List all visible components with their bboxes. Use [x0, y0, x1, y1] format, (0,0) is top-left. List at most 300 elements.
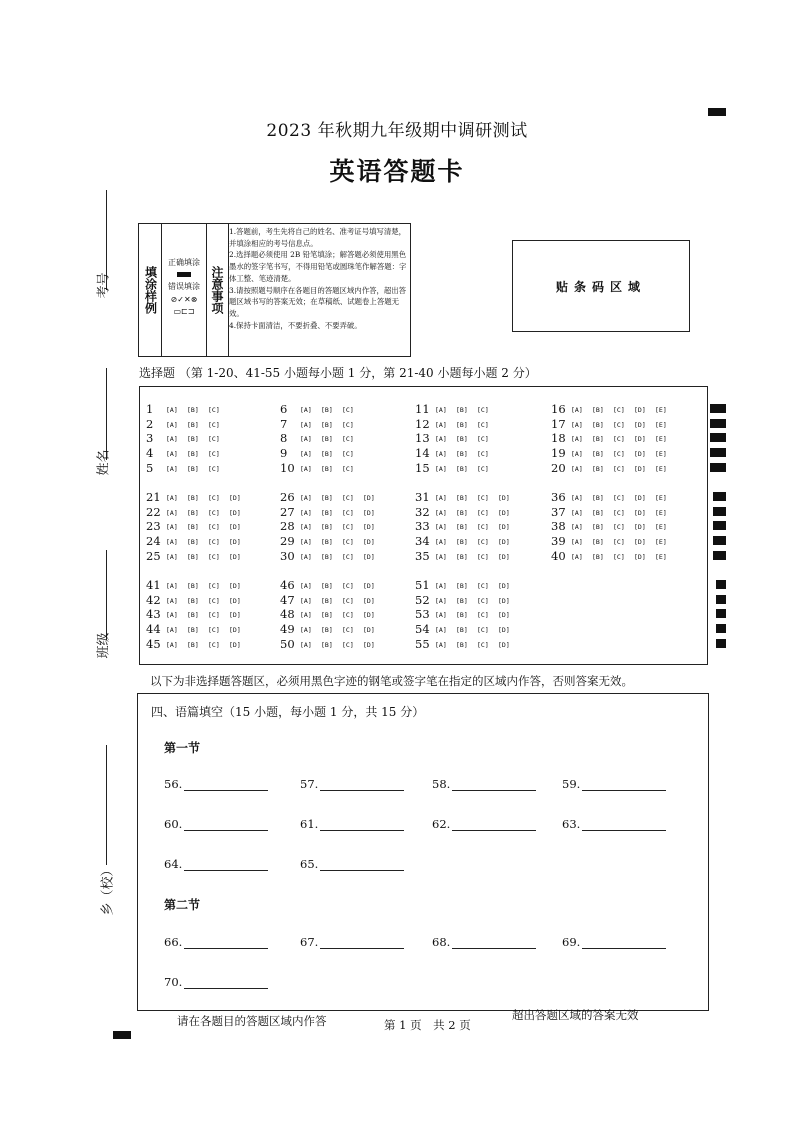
- answer-bubble[interactable]: [C]: [342, 523, 354, 532]
- answer-bubble[interactable]: [C]: [613, 406, 625, 414]
- answer-bubble[interactable]: [A]: [571, 538, 583, 547]
- answer-bubble[interactable]: [B]: [456, 406, 468, 414]
- answer-bubble[interactable]: [B]: [187, 464, 199, 473]
- answer-bubble[interactable]: [A]: [435, 464, 447, 473]
- mcq-question: [280, 505, 384, 519]
- answer-bubble[interactable]: [D]: [634, 420, 646, 429]
- answer-bubble[interactable]: [C]: [342, 611, 354, 620]
- answer-bubble[interactable]: [C]: [342, 450, 354, 459]
- answer-bubble[interactable]: [A]: [300, 582, 312, 590]
- answer-bubble[interactable]: [C]: [342, 582, 354, 590]
- answer-bubble[interactable]: [D]: [229, 494, 241, 502]
- answer-bubble[interactable]: [D]: [229, 582, 241, 590]
- answer-bubble[interactable]: [C]: [208, 523, 220, 532]
- answer-bubble[interactable]: [C]: [477, 538, 489, 547]
- answer-bubble[interactable]: [B]: [456, 494, 468, 502]
- answer-bubble[interactable]: [C]: [342, 406, 354, 414]
- answer-bubble[interactable]: [C]: [477, 596, 489, 605]
- answer-bubble[interactable]: [D]: [634, 450, 646, 459]
- answer-bubble[interactable]: [A]: [571, 464, 583, 473]
- answer-bubble[interactable]: [D]: [363, 611, 375, 620]
- answer-bubble[interactable]: [D]: [229, 611, 241, 620]
- answer-bubble[interactable]: [B]: [321, 494, 333, 502]
- blank-number: 60.: [164, 817, 183, 831]
- answer-bubble[interactable]: [B]: [321, 582, 333, 590]
- mcq-question: [146, 607, 250, 621]
- answer-blank: [164, 935, 268, 949]
- question-number: 31: [415, 490, 430, 504]
- answer-line[interactable]: [184, 818, 268, 831]
- answer-bubble[interactable]: [D]: [634, 494, 646, 502]
- answer-bubble[interactable]: [E]: [655, 508, 667, 517]
- answer-bubble[interactable]: [B]: [187, 626, 199, 635]
- answer-bubble[interactable]: [D]: [229, 640, 241, 649]
- answer-bubble[interactable]: [B]: [321, 538, 333, 547]
- answer-bubble[interactable]: [C]: [208, 611, 220, 620]
- fill-section-title: 四、语篇填空（15 小题，每小题 1 分，共 15 分）: [151, 705, 425, 719]
- answer-bubble[interactable]: [A]: [166, 435, 178, 444]
- answer-bubble[interactable]: [A]: [166, 552, 178, 561]
- answer-bubble[interactable]: [A]: [571, 552, 583, 561]
- answer-bubble[interactable]: [B]: [592, 406, 604, 414]
- answer-bubble[interactable]: [B]: [456, 508, 468, 517]
- answer-bubble[interactable]: [A]: [300, 435, 312, 444]
- answer-bubble[interactable]: [B]: [321, 596, 333, 605]
- answer-bubble[interactable]: [D]: [498, 611, 510, 620]
- answer-bubble[interactable]: [B]: [321, 523, 333, 532]
- answer-bubble[interactable]: [D]: [229, 508, 241, 517]
- answer-bubble[interactable]: [A]: [300, 406, 312, 414]
- mcq-question: [280, 490, 384, 504]
- answer-bubble[interactable]: [B]: [321, 552, 333, 561]
- answer-bubble[interactable]: [C]: [208, 552, 220, 561]
- answer-bubble[interactable]: [A]: [435, 523, 447, 532]
- answer-blank: [164, 857, 268, 871]
- answer-bubble[interactable]: [B]: [187, 508, 199, 517]
- answer-bubble[interactable]: [E]: [655, 552, 667, 561]
- answer-bubble[interactable]: [A]: [300, 611, 312, 620]
- question-number: 29: [280, 534, 295, 549]
- answer-bubble[interactable]: [C]: [477, 523, 489, 532]
- answer-bubble[interactable]: [A]: [166, 596, 178, 605]
- answer-bubble[interactable]: [A]: [300, 538, 312, 547]
- answer-bubble[interactable]: [E]: [655, 435, 667, 444]
- mcq-question: [415, 534, 519, 548]
- question-number: 52: [415, 592, 430, 607]
- answer-line[interactable]: [452, 818, 536, 831]
- answer-bubble[interactable]: [C]: [342, 626, 354, 635]
- answer-bubble[interactable]: [A]: [166, 626, 178, 635]
- answer-bubble[interactable]: [A]: [166, 523, 178, 532]
- answer-bubble[interactable]: [B]: [456, 464, 468, 473]
- mcq-question: [146, 534, 250, 548]
- answer-bubble[interactable]: [A]: [435, 494, 447, 502]
- answer-bubble[interactable]: [B]: [187, 611, 199, 620]
- answer-bubble[interactable]: [D]: [229, 523, 241, 532]
- question-number: 20: [551, 460, 566, 475]
- question-number: 18: [551, 431, 566, 446]
- answer-bubble[interactable]: [A]: [300, 508, 312, 517]
- answer-bubble[interactable]: [E]: [655, 450, 667, 459]
- answer-bubble[interactable]: [C]: [613, 420, 625, 429]
- answer-bubble[interactable]: [A]: [300, 626, 312, 635]
- answer-bubble[interactable]: [D]: [229, 538, 241, 547]
- answer-bubble[interactable]: [A]: [435, 596, 447, 605]
- question-number: 3: [146, 431, 154, 446]
- answer-bubble[interactable]: [A]: [300, 494, 312, 502]
- answer-bubble[interactable]: [C]: [342, 420, 354, 429]
- mcq-question: [146, 593, 250, 607]
- answer-bubble[interactable]: [D]: [363, 508, 375, 517]
- question-number: 27: [280, 504, 295, 519]
- answer-bubble[interactable]: [C]: [208, 508, 220, 517]
- timing-mark: [710, 463, 726, 472]
- answer-bubble[interactable]: [B]: [187, 523, 199, 532]
- question-number: 53: [415, 607, 430, 622]
- answer-bubble[interactable]: [C]: [208, 596, 220, 605]
- answer-bubble[interactable]: [D]: [363, 596, 375, 605]
- mcq-question: [415, 505, 519, 519]
- answer-bubble[interactable]: [C]: [613, 494, 625, 502]
- answer-bubble[interactable]: [A]: [571, 420, 583, 429]
- answer-bubble[interactable]: [B]: [321, 450, 333, 459]
- timing-mark: [713, 521, 726, 530]
- question-number: 23: [146, 519, 161, 534]
- answer-bubble[interactable]: [A]: [435, 626, 447, 635]
- answer-bubble[interactable]: [A]: [571, 406, 583, 414]
- answer-bubble[interactable]: [A]: [166, 508, 178, 517]
- answer-bubble[interactable]: [E]: [655, 538, 667, 547]
- answer-bubble[interactable]: [B]: [456, 626, 468, 635]
- answer-bubble[interactable]: [D]: [363, 494, 375, 502]
- mcq-question: [415, 490, 519, 504]
- answer-bubble[interactable]: [B]: [456, 552, 468, 561]
- answer-bubble[interactable]: [B]: [187, 494, 199, 502]
- answer-bubble[interactable]: [B]: [456, 523, 468, 532]
- answer-bubble[interactable]: [C]: [208, 494, 220, 502]
- answer-bubble[interactable]: [B]: [592, 450, 604, 459]
- answer-line[interactable]: [184, 778, 268, 791]
- notice-box: [138, 223, 411, 357]
- answer-bubble[interactable]: [B]: [456, 435, 468, 444]
- answer-line[interactable]: [320, 818, 404, 831]
- answer-bubble[interactable]: [B]: [456, 640, 468, 649]
- answer-bubble[interactable]: [A]: [166, 406, 178, 414]
- answer-bubble[interactable]: [D]: [498, 494, 510, 502]
- answer-sheet-title: 英语答题卡: [329, 157, 465, 186]
- answer-bubble[interactable]: [C]: [342, 596, 354, 605]
- answer-bubble[interactable]: [D]: [634, 435, 646, 444]
- question-number: 50: [280, 636, 295, 651]
- answer-bubble[interactable]: [B]: [187, 420, 199, 429]
- answer-line[interactable]: [582, 778, 666, 791]
- mcq-question: [280, 622, 384, 636]
- answer-line[interactable]: [582, 936, 666, 949]
- answer-bubble[interactable]: [B]: [592, 464, 604, 473]
- question-number: 45: [146, 636, 161, 651]
- answer-bubble[interactable]: [D]: [363, 523, 375, 532]
- answer-bubble[interactable]: [A]: [435, 420, 447, 429]
- answer-bubble[interactable]: [B]: [592, 538, 604, 547]
- answer-bubble[interactable]: [B]: [592, 523, 604, 532]
- answer-line[interactable]: [184, 976, 268, 989]
- question-number: 33: [415, 519, 430, 534]
- blank-number: 70.: [164, 975, 183, 989]
- answer-bubble[interactable]: [C]: [208, 406, 220, 414]
- answer-bubble[interactable]: [C]: [613, 538, 625, 547]
- answer-bubble[interactable]: [B]: [321, 435, 333, 444]
- mcq-question: [280, 446, 363, 460]
- answer-bubble[interactable]: [C]: [208, 626, 220, 635]
- answer-bubble[interactable]: [C]: [477, 626, 489, 635]
- answer-bubble[interactable]: [D]: [498, 640, 510, 649]
- answer-line[interactable]: [184, 858, 268, 871]
- answer-bubble[interactable]: [C]: [477, 552, 489, 561]
- answer-bubble[interactable]: [B]: [321, 406, 333, 414]
- answer-bubble[interactable]: [C]: [342, 538, 354, 547]
- answer-bubble[interactable]: [C]: [613, 508, 625, 517]
- answer-bubble[interactable]: [A]: [435, 406, 447, 414]
- question-number: 34: [415, 534, 430, 549]
- answer-bubble[interactable]: [C]: [477, 435, 489, 444]
- answer-bubble[interactable]: [C]: [477, 420, 489, 429]
- answer-bubble[interactable]: [B]: [187, 552, 199, 561]
- answer-bubble[interactable]: [A]: [571, 435, 583, 444]
- answer-bubble[interactable]: [E]: [655, 494, 667, 502]
- mcq-question: [551, 402, 676, 416]
- answer-bubble[interactable]: [D]: [363, 538, 375, 547]
- answer-bubble[interactable]: [D]: [498, 582, 510, 590]
- answer-bubble[interactable]: [A]: [435, 508, 447, 517]
- answer-bubble[interactable]: [C]: [342, 508, 354, 517]
- answer-bubble[interactable]: [A]: [166, 611, 178, 620]
- answer-bubble[interactable]: [A]: [571, 450, 583, 459]
- answer-bubble[interactable]: [E]: [655, 420, 667, 429]
- answer-bubble[interactable]: [D]: [229, 626, 241, 635]
- answer-bubble[interactable]: [E]: [655, 406, 667, 414]
- answer-bubble[interactable]: [B]: [187, 582, 199, 590]
- answer-bubble[interactable]: [C]: [477, 640, 489, 649]
- answer-bubble[interactable]: [E]: [655, 523, 667, 532]
- answer-bubble[interactable]: [A]: [300, 523, 312, 532]
- answer-bubble[interactable]: [D]: [363, 640, 375, 649]
- answer-bubble[interactable]: [A]: [166, 450, 178, 459]
- answer-bubble[interactable]: [C]: [208, 538, 220, 547]
- answer-bubble[interactable]: [A]: [300, 464, 312, 473]
- answer-bubble[interactable]: [B]: [592, 420, 604, 429]
- mcq-question: [280, 461, 363, 475]
- question-number: 17: [551, 416, 566, 431]
- footer-left: 请在各题目的答题区域内作答: [177, 1014, 327, 1028]
- mcq-question: [280, 402, 363, 416]
- answer-bubble[interactable]: [B]: [592, 494, 604, 502]
- answer-bubble[interactable]: [D]: [498, 552, 510, 561]
- answer-bubble[interactable]: [C]: [613, 435, 625, 444]
- answer-bubble[interactable]: [D]: [634, 508, 646, 517]
- answer-bubble[interactable]: [A]: [166, 538, 178, 547]
- answer-bubble[interactable]: [A]: [166, 640, 178, 649]
- answer-bubble[interactable]: [D]: [229, 552, 241, 561]
- question-number: 48: [280, 607, 295, 622]
- answer-bubble[interactable]: [D]: [229, 596, 241, 605]
- wrong-fill-label: 错误填涂: [168, 282, 200, 291]
- question-number: 47: [280, 592, 295, 607]
- answer-bubble[interactable]: [A]: [300, 596, 312, 605]
- answer-bubble[interactable]: [B]: [321, 611, 333, 620]
- answer-bubble[interactable]: [A]: [571, 508, 583, 517]
- answer-bubble[interactable]: [E]: [655, 464, 667, 473]
- answer-bubble[interactable]: [D]: [634, 538, 646, 547]
- answer-line[interactable]: [320, 778, 404, 791]
- answer-bubble[interactable]: [B]: [456, 596, 468, 605]
- answer-blank: [164, 777, 268, 791]
- answer-bubble[interactable]: [C]: [342, 552, 354, 561]
- answer-bubble[interactable]: [A]: [571, 494, 583, 502]
- answer-line[interactable]: [452, 936, 536, 949]
- answer-bubble[interactable]: [C]: [613, 552, 625, 561]
- mcq-question: [280, 607, 384, 621]
- notice-rule: 3.请按照题号顺序在各题目的答题区域内作答，超出答题区域书写的答案无效；在草稿纸、试题卷上答题无效。: [229, 285, 407, 318]
- section-1-label: 第一节: [164, 741, 201, 755]
- answer-bubble[interactable]: [A]: [300, 420, 312, 429]
- answer-bubble[interactable]: [D]: [363, 552, 375, 561]
- wrong-fill-sample: ⊘✓✕⊗: [170, 295, 198, 304]
- mcq-question: [415, 593, 519, 607]
- registration-mark-top-right: [708, 108, 726, 116]
- answer-bubble[interactable]: [A]: [435, 611, 447, 620]
- answer-bubble[interactable]: [B]: [456, 420, 468, 429]
- answer-bubble[interactable]: [B]: [187, 640, 199, 649]
- answer-bubble[interactable]: [B]: [456, 538, 468, 547]
- answer-bubble[interactable]: [A]: [300, 640, 312, 649]
- answer-bubble[interactable]: [B]: [456, 582, 468, 590]
- answer-bubble[interactable]: [C]: [342, 494, 354, 502]
- answer-bubble[interactable]: [A]: [435, 552, 447, 561]
- answer-bubble[interactable]: [C]: [208, 450, 220, 459]
- answer-bubble[interactable]: [A]: [571, 523, 583, 532]
- answer-bubble[interactable]: [C]: [208, 420, 220, 429]
- answer-bubble[interactable]: [B]: [456, 611, 468, 620]
- answer-bubble[interactable]: [A]: [166, 420, 178, 429]
- fill-sample-label: 填涂样例: [139, 224, 162, 356]
- blank-number: 59.: [562, 777, 581, 791]
- answer-line[interactable]: [452, 778, 536, 791]
- answer-bubble[interactable]: [D]: [634, 552, 646, 561]
- question-number: 38: [551, 519, 566, 534]
- answer-line[interactable]: [184, 936, 268, 949]
- answer-bubble[interactable]: [D]: [498, 596, 510, 605]
- answer-bubble[interactable]: [B]: [321, 508, 333, 517]
- answer-bubble[interactable]: [A]: [435, 582, 447, 590]
- blank-number: 69.: [562, 935, 581, 949]
- answer-bubble[interactable]: [C]: [208, 640, 220, 649]
- answer-bubble[interactable]: [C]: [208, 582, 220, 590]
- timing-mark: [710, 419, 726, 428]
- answer-bubble[interactable]: [C]: [477, 611, 489, 620]
- answer-bubble[interactable]: [C]: [477, 494, 489, 502]
- answer-bubble[interactable]: [B]: [321, 464, 333, 473]
- answer-bubble[interactable]: [D]: [498, 508, 510, 517]
- mcq-question: [280, 534, 384, 548]
- question-number: 37: [551, 504, 566, 519]
- notice-rules: [229, 226, 409, 331]
- answer-bubble[interactable]: [C]: [477, 508, 489, 517]
- answer-bubble[interactable]: [C]: [477, 464, 489, 473]
- answer-bubble[interactable]: [D]: [634, 464, 646, 473]
- answer-bubble[interactable]: [A]: [435, 435, 447, 444]
- answer-bubble[interactable]: [D]: [634, 523, 646, 532]
- school-label: 乡（校）: [100, 863, 116, 916]
- answer-bubble[interactable]: [B]: [187, 538, 199, 547]
- answer-bubble[interactable]: [C]: [342, 640, 354, 649]
- answer-bubble[interactable]: [A]: [435, 640, 447, 649]
- answer-blank: [562, 777, 666, 791]
- answer-bubble[interactable]: [D]: [363, 582, 375, 590]
- answer-bubble[interactable]: [C]: [477, 406, 489, 414]
- mcq-question: [551, 431, 676, 445]
- answer-bubble[interactable]: [B]: [321, 640, 333, 649]
- answer-bubble[interactable]: [C]: [613, 523, 625, 532]
- question-number: 21: [146, 490, 161, 504]
- answer-bubble[interactable]: [C]: [613, 464, 625, 473]
- mcq-question: [146, 505, 250, 519]
- question-number: 9: [280, 446, 288, 461]
- answer-bubble[interactable]: [C]: [342, 464, 354, 473]
- answer-bubble[interactable]: [B]: [187, 450, 199, 459]
- answer-bubble[interactable]: [B]: [592, 508, 604, 517]
- answer-line[interactable]: [582, 818, 666, 831]
- mcq-question: [415, 431, 498, 445]
- answer-bubble[interactable]: [D]: [363, 626, 375, 635]
- answer-bubble[interactable]: [A]: [300, 450, 312, 459]
- answer-bubble[interactable]: [B]: [187, 406, 199, 414]
- answer-bubble[interactable]: [B]: [321, 626, 333, 635]
- answer-bubble[interactable]: [C]: [613, 450, 625, 459]
- answer-bubble[interactable]: [B]: [592, 435, 604, 444]
- answer-bubble[interactable]: [D]: [634, 406, 646, 414]
- answer-bubble[interactable]: [C]: [208, 464, 220, 473]
- answer-bubble[interactable]: [A]: [300, 552, 312, 561]
- answer-bubble[interactable]: [C]: [477, 582, 489, 590]
- answer-bubble[interactable]: [B]: [456, 450, 468, 459]
- mcq-question: [146, 637, 250, 651]
- answer-bubble[interactable]: [D]: [498, 523, 510, 532]
- answer-bubble[interactable]: [A]: [435, 450, 447, 459]
- mcq-question: [146, 461, 229, 475]
- answer-bubble[interactable]: [B]: [187, 435, 199, 444]
- answer-bubble[interactable]: [C]: [342, 435, 354, 444]
- answer-line[interactable]: [320, 858, 404, 871]
- answer-bubble[interactable]: [B]: [592, 552, 604, 561]
- answer-bubble[interactable]: [B]: [187, 596, 199, 605]
- answer-bubble[interactable]: [C]: [208, 435, 220, 444]
- answer-line[interactable]: [320, 936, 404, 949]
- answer-bubble[interactable]: [A]: [166, 494, 178, 502]
- answer-bubble[interactable]: [D]: [498, 626, 510, 635]
- answer-bubble[interactable]: [A]: [166, 582, 178, 590]
- notice-rule: 2.选择题必须使用 2B 铅笔填涂；解答题必须使用黑色墨水的签字笔书写，不得用铅笔或圆珠笔作解答题：字体工整、笔迹清楚。: [229, 250, 407, 283]
- blank-number: 62.: [432, 817, 451, 831]
- mcq-title: 选择题 （第 1-20、41-55 小题每小题 1 分，第 21-40 小题每小题 2 分）: [139, 366, 537, 380]
- answer-blank: [432, 817, 536, 831]
- answer-bubble[interactable]: [C]: [477, 450, 489, 459]
- answer-bubble[interactable]: [A]: [435, 538, 447, 547]
- answer-bubble[interactable]: [A]: [166, 464, 178, 473]
- answer-bubble[interactable]: [B]: [321, 420, 333, 429]
- answer-bubble[interactable]: [D]: [498, 538, 510, 547]
- mcq-question: [280, 417, 363, 431]
- mcq-question: [415, 519, 519, 533]
